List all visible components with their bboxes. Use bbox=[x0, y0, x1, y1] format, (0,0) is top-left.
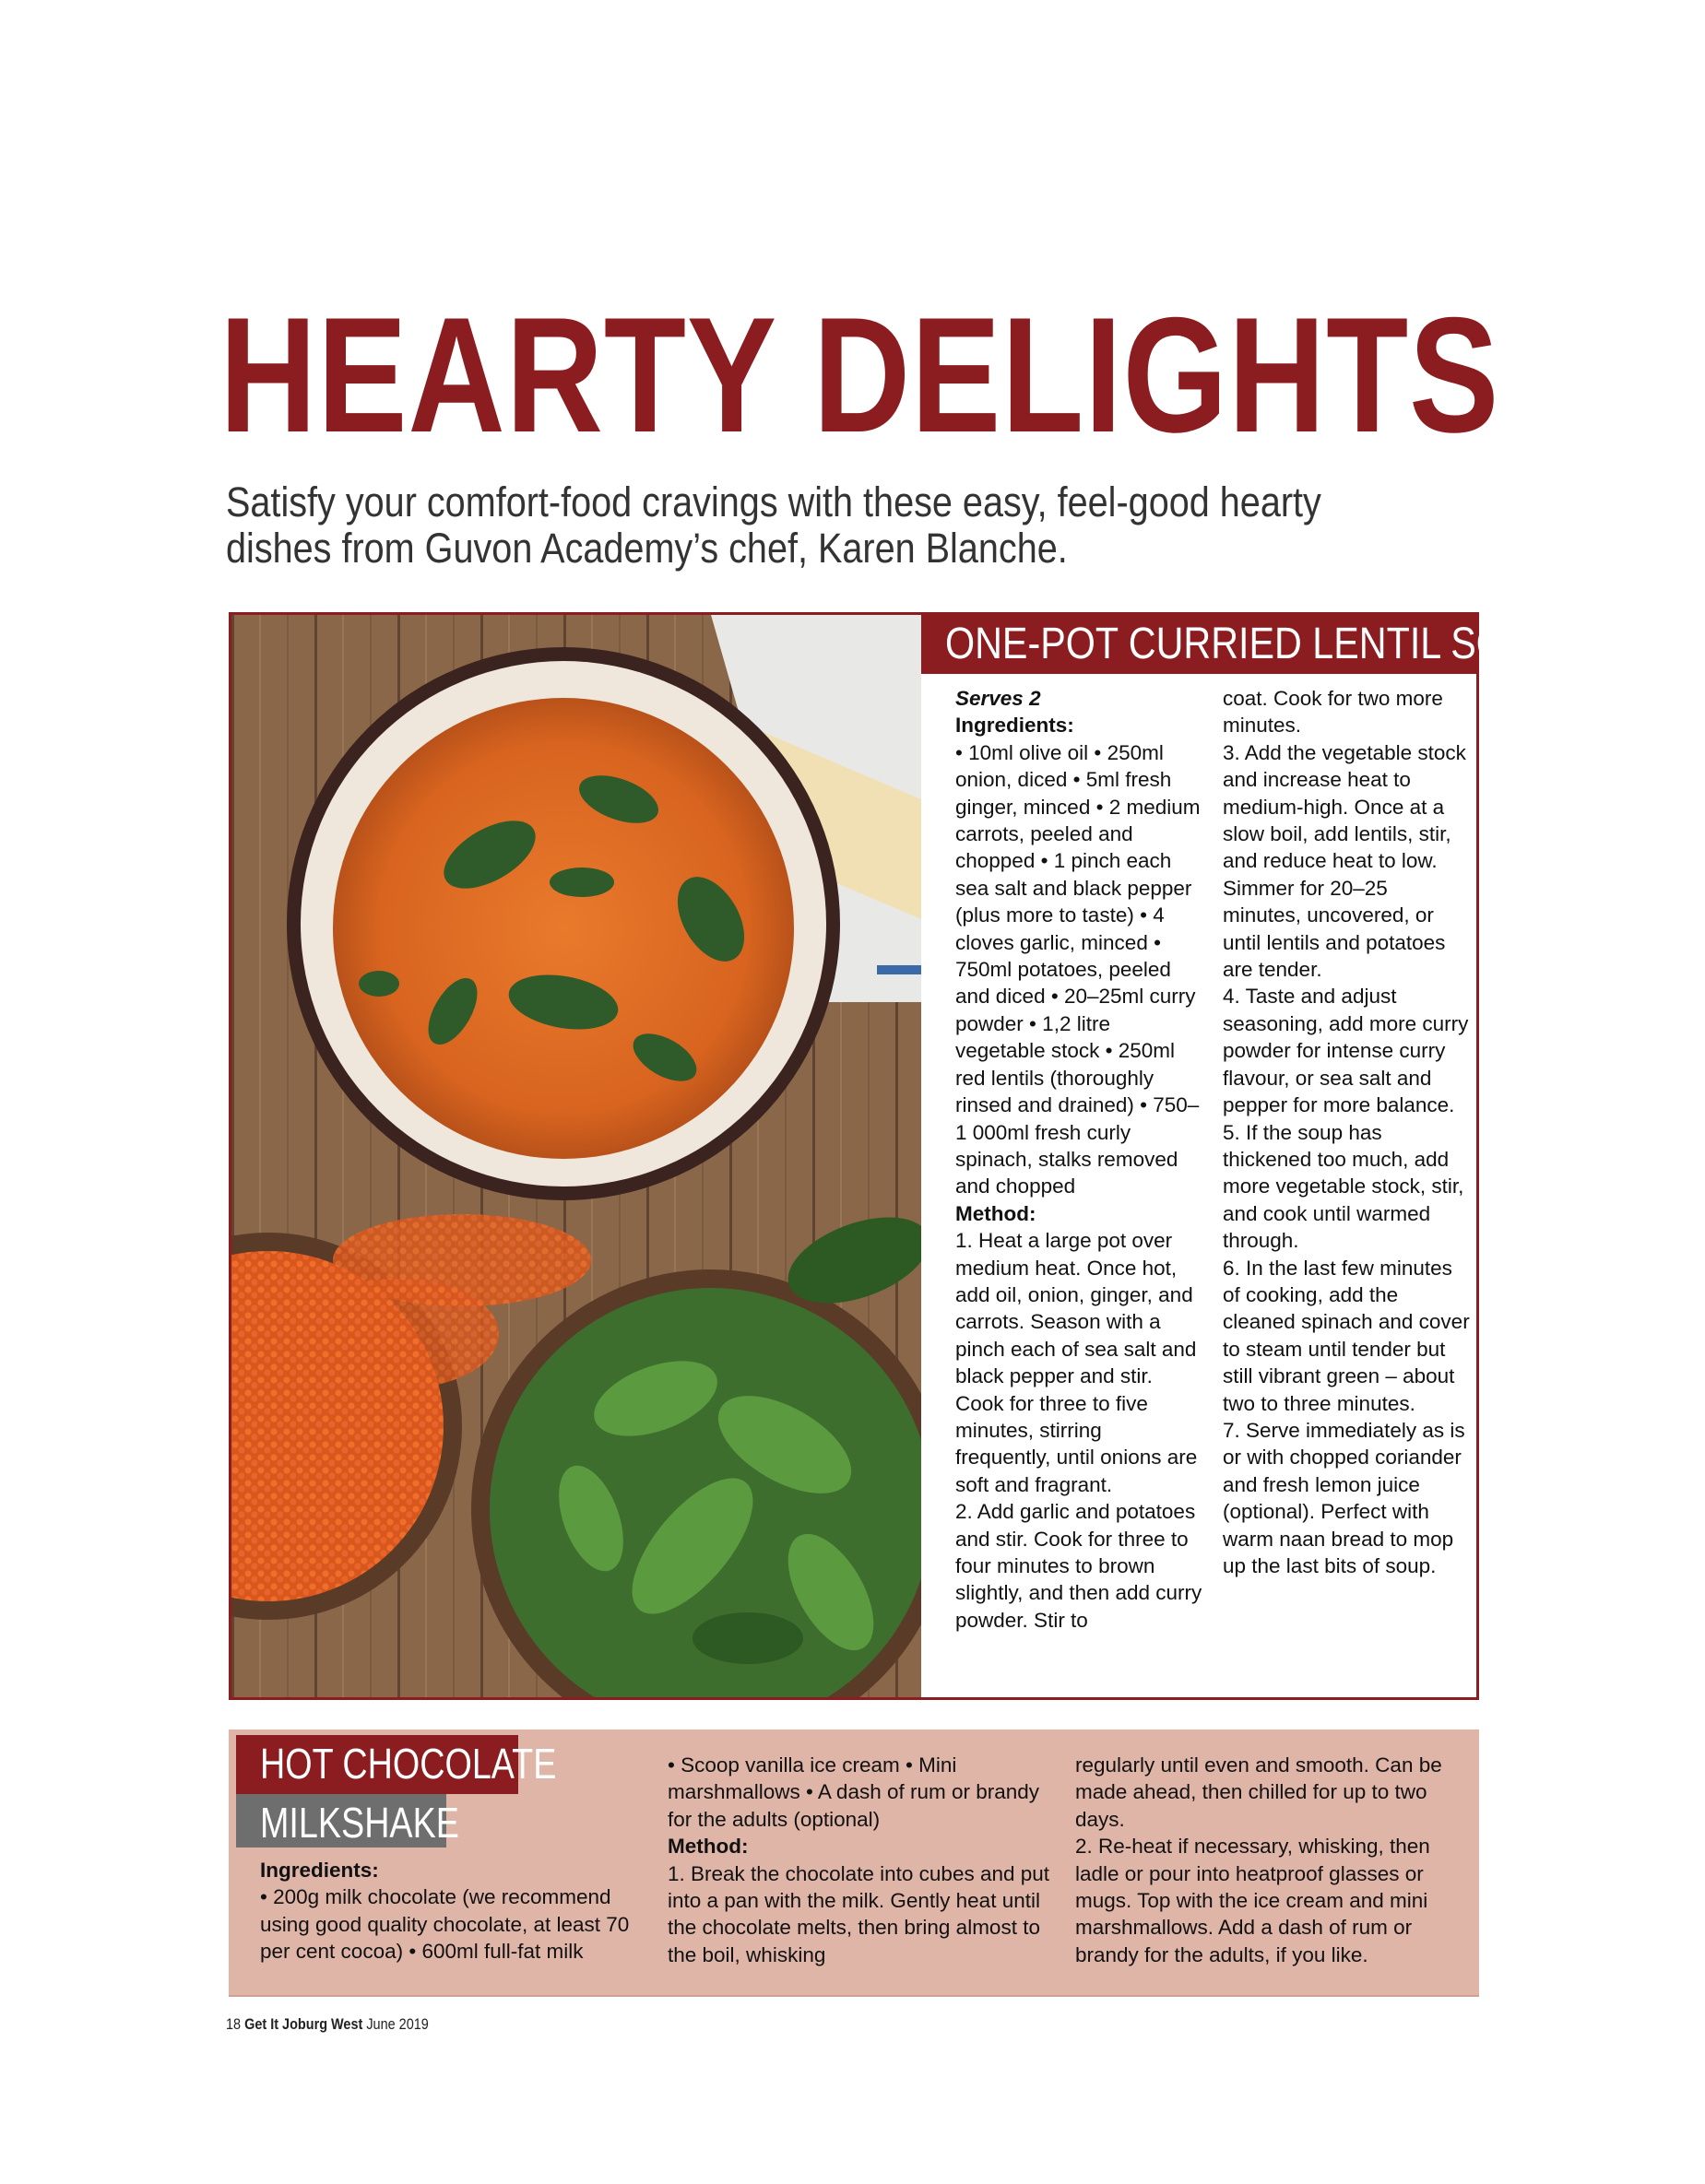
milkshake-ingredients-2: • Scoop vanilla ice cream • Mini marshmallows • A dash of rum or brandy for the adults (optional) bbox=[668, 1753, 1040, 1831]
lentil-soup-photo bbox=[231, 615, 921, 1697]
milkshake-method-heading: Method: bbox=[668, 1835, 749, 1859]
issue-date: June 2019 bbox=[366, 2015, 429, 2033]
milkshake-method-step: 1. Break the chocolate into cubes and put into a pan with the milk. Gently heat until the chocolate melts, then bring almost to the boil, whisking bbox=[668, 1861, 1050, 1966]
milkshake-method-step: 2. Re-heat if necessary, whisking, then ladle or pour into heatproof glasses or mugs. Top with the ice cream and mini marshmallows. Add a dash of rum or brandy for the adults, if you like. bbox=[1075, 1835, 1430, 1966]
method-step: 4. Taste and adjust seasoning, add more curry powder for intense curry flavour, or sea salt and pepper for more balance. bbox=[1223, 985, 1469, 1117]
soup-column-2 bbox=[1223, 685, 1470, 1579]
milkshake-recipe-panel bbox=[229, 1729, 1479, 1997]
method-step: 3. Add the vegetable stock and increase heat to medium-high. Once at a slow boil, add lentils, stir, and reduce heat to low. Simmer for 20–25 minutes, uncovered, or until lentils and potatoes are tender. bbox=[1223, 740, 1466, 982]
lentil-soup-illustration bbox=[231, 615, 921, 1697]
milkshake-title-line2: MILKSHAKE bbox=[260, 1799, 459, 1847]
ingredients-heading: Ingredients: bbox=[955, 714, 1074, 738]
milkshake-title-banner-1 bbox=[236, 1735, 557, 1794]
intro-text: Satisfy your comfort-food cravings with these easy, feel-good hearty dishes from Guvon Academy’s chef, Karen Blanche. bbox=[226, 478, 1321, 572]
ingredients-list: • 10ml olive oil • 250ml onion, diced • 5ml fresh ginger, minced • 2 medium carrots, peeled and chopped • 1 pinch each sea salt and black pepper (plus more to taste) • 4 cloves garlic, minced • 750ml potatoes, peeled and diced • 20–25ml curry powder • 1,2 litre vegetable stock • 250ml red lentils (thoroughly rinsed and drained) • 750–1 000ml fresh curly spinach, stalks removed and chopped bbox=[955, 740, 1201, 1198]
milkshake-column-3 bbox=[1075, 1752, 1462, 1968]
milkshake-title-banner-2 bbox=[236, 1794, 459, 1848]
soup-title: ONE-POT CURRIED LENTIL SOUP bbox=[945, 620, 1559, 668]
method-step: coat. Cook for two more minutes. bbox=[1223, 687, 1443, 738]
method-step: 1. Heat a large pot over medium heat. Once hot, add oil, onion, ginger, and carrots. Season with a pinch each of sea salt and black pepper and stir. Cook for three to five minutes, stirring frequently, until onions are soft and fragrant. bbox=[955, 1229, 1198, 1496]
soup-title-banner bbox=[921, 615, 1559, 674]
soup-recipe-panel bbox=[229, 612, 1559, 1700]
method-step: 5. If the soup has thickened too much, add more vegetable stock, stir, and cook until warmed through. bbox=[1223, 1120, 1464, 1253]
page-number: 18 bbox=[226, 2015, 242, 2033]
serves-label: Serves 2 bbox=[955, 687, 1041, 710]
method-step: 6. In the last few minutes of cooking, add the cleaned spinach and cover to steam until tender but still vibrant green – about two to three minutes. bbox=[1223, 1256, 1470, 1415]
milkshake-title-line1: HOT CHOCOLATE bbox=[260, 1740, 557, 1788]
milkshake-ingredients-1: • 200g milk chocolate (we recommend using good quality chocolate, at least 70 per cent cocoa) • 600ml full-fat milk bbox=[260, 1885, 630, 1964]
milkshake-column-1 bbox=[260, 1857, 645, 1966]
method-step: 2. Add garlic and potatoes and stir. Cook for three to four minutes to brown slightly, and then add curry powder. Stir to bbox=[955, 1500, 1202, 1632]
headline: HEARTY DELIGHTS bbox=[219, 283, 1500, 466]
method-step: 7. Serve immediately as is or with chopped coriander and fresh lemon juice (optional). Perfect with warm naan bread to mop up the last bits of soup. bbox=[1223, 1418, 1465, 1577]
milkshake-ingredients-heading: Ingredients: bbox=[260, 1859, 379, 1882]
milkshake-method-step: regularly until even and smooth. Can be made ahead, then chilled for up to two days. bbox=[1075, 1753, 1442, 1831]
publication-name: Get It Joburg West bbox=[244, 2015, 363, 2033]
page-footer bbox=[226, 2015, 429, 2034]
soup-column-1 bbox=[955, 685, 1202, 1634]
method-heading: Method: bbox=[955, 1201, 1036, 1225]
milkshake-column-2 bbox=[668, 1752, 1055, 1968]
